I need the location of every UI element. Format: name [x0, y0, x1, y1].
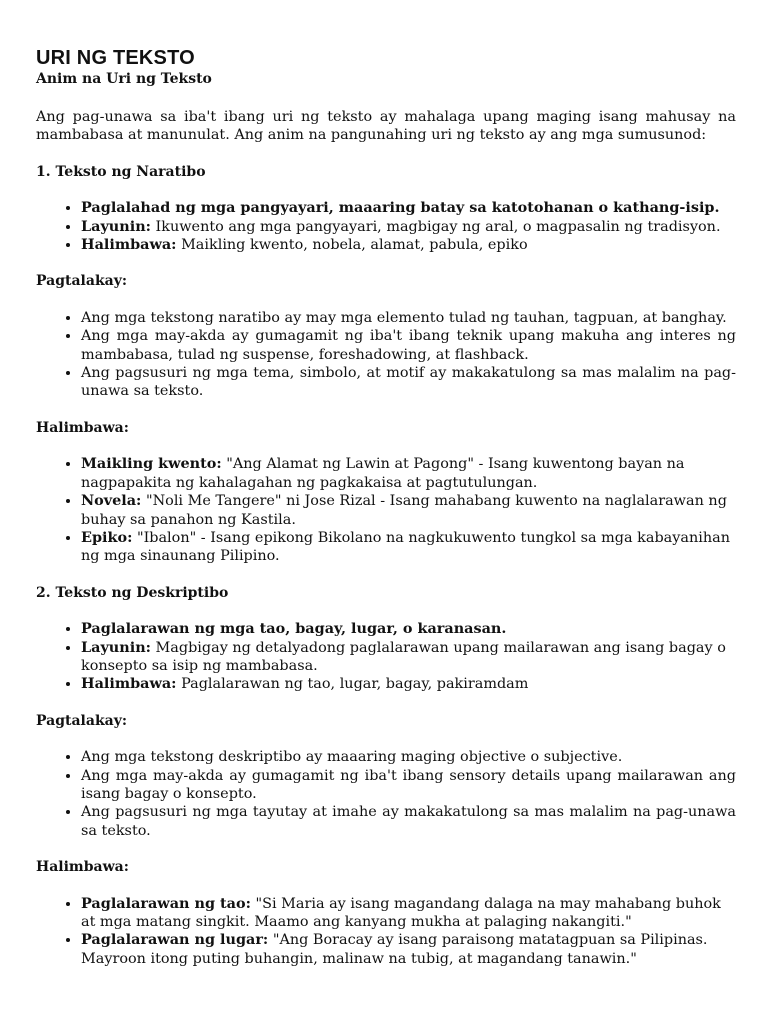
- definition-text: Paglalahad ng mga pangyayari, maaaring batay sa katotohanan o kathang-isip.: [81, 199, 720, 217]
- intro-paragraph: Ang pag-unawa sa iba't ibang uri ng teksto ay mahalaga upang maging isang mahusay na mambabasa at manunulat. Ang anim na pangunahing uri ng teksto ay ang mga sumusunod:: [36, 109, 736, 144]
- list-item: [81, 455, 736, 492]
- layunin-text: Magbigay ng detalyadong paglalarawan upang mailarawan ang isang bagay o konsepto sa isip ng mambabasa.: [81, 639, 726, 674]
- example-label: Paglalarawan ng tao:: [81, 894, 251, 912]
- halimbawa-text: Paglalarawan ng tao, lugar, bagay, pakiramdam: [176, 676, 529, 693]
- list-item: [81, 529, 736, 566]
- document-page: [36, 46, 736, 986]
- document-subtitle: Anim na Uri ng Teksto: [36, 71, 212, 87]
- halimbawa-heading: Halimbawa:: [36, 419, 129, 436]
- definition-text: Paglalarawan ng mga tao, bagay, lugar, o karanasan.: [81, 620, 507, 638]
- list-item: • Ang mga tekstong naratibo ay may mga elemento tulad ng tauhan, tagpuan, at banghay.: [81, 309, 736, 327]
- example-label: Epiko:: [81, 528, 133, 546]
- list-item: [81, 620, 736, 638]
- layunin-text: Ikuwento ang mga pangyayari, magbigay ng aral, o magpasalin ng tradisyon.: [150, 218, 721, 235]
- list-item: • Ang mga tekstong deskriptibo ay maaaring maging objective o subjective.: [81, 748, 736, 766]
- list-item: [81, 639, 736, 676]
- list-item: [81, 218, 736, 236]
- list-item: [81, 931, 736, 968]
- list-item: [81, 895, 736, 932]
- list-item: • Ang mga may-akda ay gumagamit ng iba't ibang sensory details upang mailarawan ang isang bagay o konsepto.: [81, 767, 736, 804]
- example-text: "Noli Me Tangere" ni Jose Rizal - Isang mahabang kuwento na naglalarawan ng buhay sa panahon ng Kastila.: [81, 493, 727, 528]
- section-heading-deskriptibo: 2. Teksto ng Deskriptibo: [36, 584, 229, 601]
- document-title: URI NG TEKSTO: [36, 47, 195, 69]
- example-text: "Si Maria ay isang magandang dalaga na may mahabang buhok at mga matang singkit. Maamo ang kanyang mukha at palaging nakangiti.": [81, 895, 721, 930]
- halimbawa-label: Halimbawa:: [81, 675, 177, 693]
- pagtalakay-heading: Pagtalakay:: [36, 273, 128, 290]
- list-item: [81, 199, 736, 217]
- example-label: Novela:: [81, 492, 142, 510]
- list-item: [81, 236, 736, 254]
- section-heading-naratibo: 1. Teksto ng Naratibo: [36, 163, 206, 180]
- pagtalakay-heading: Pagtalakay:: [36, 712, 128, 729]
- list-item: • Ang pagsusuri ng mga tayutay at imahe ay makakatulong sa mas malalim na pag-unawa sa teksto.: [81, 803, 736, 840]
- example-label: Maikling kwento:: [81, 455, 222, 473]
- naratibo-halimbawa-list: [36, 455, 736, 565]
- list-item: • Ang mga may-akda ay gumagamit ng iba't ibang teknik upang makuha ang interes ng mambabasa, tulad ng suspense, foreshadowing, at flashback.: [81, 327, 736, 364]
- naratibo-definition-list: [36, 199, 736, 254]
- halimbawa-text: Maikling kwento, nobela, alamat, pabula, epiko: [176, 237, 528, 254]
- deskriptibo-pagtalakay-list: [36, 748, 736, 840]
- list-item: • Ang pagsusuri ng mga tema, simbolo, at motif ay makakatulong sa mas malalim na pag-unawa sa teksto.: [81, 364, 736, 401]
- list-item: [81, 492, 736, 529]
- example-label: Paglalarawan ng lugar:: [81, 931, 269, 949]
- example-text: "Ang Alamat ng Lawin at Pagong" - Isang kuwentong bayan na nagpapakita ng kahalagahan ng pagkakaisa at pagtutulungan.: [81, 456, 685, 491]
- layunin-label: Layunin:: [81, 217, 151, 235]
- deskriptibo-definition-list: [36, 620, 736, 694]
- naratibo-pagtalakay-list: [36, 309, 736, 401]
- list-item: [81, 675, 736, 693]
- deskriptibo-halimbawa-list: [36, 895, 736, 969]
- halimbawa-label: Halimbawa:: [81, 236, 177, 254]
- halimbawa-heading: Halimbawa:: [36, 859, 129, 876]
- example-text: "Ibalon" - Isang epikong Bikolano na nagkukuwento tungkol sa mga kabayanihan ng mga sinaunang Pilipino.: [81, 529, 730, 565]
- layunin-label: Layunin:: [81, 638, 151, 656]
- example-text: "Ang Boracay ay isang paraisong matatagpuan sa Pilipinas. Mayroon itong puting buhangin, malinaw na tubig, at magandang tanawin.": [81, 932, 708, 967]
